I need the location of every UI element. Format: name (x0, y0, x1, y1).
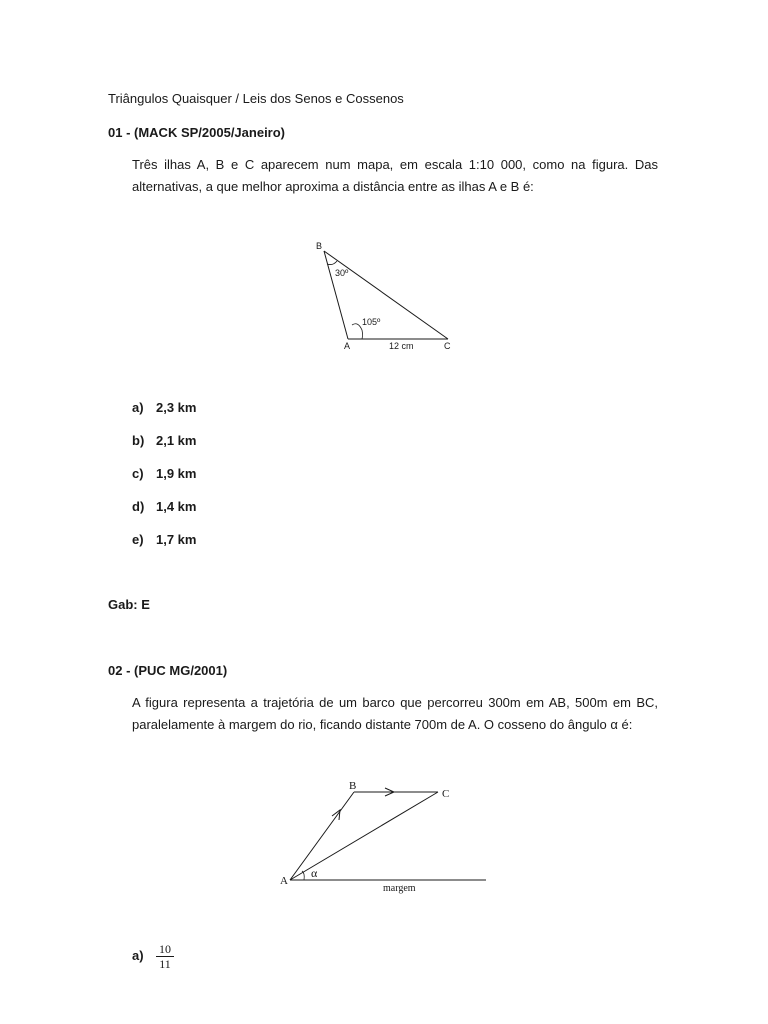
question-2-text: A figura representa a trajetória de um barco que percorreu 300m em AB, 500m em BC, paralelamente à margem do rio, ficando distante 700m de A. O cosseno do ângulo α é: (132, 695, 658, 732)
vertex-a-label: A (280, 875, 288, 887)
vertex-a-label: A (344, 341, 351, 351)
vertex-c-label: C (444, 341, 451, 351)
boat-trajectory-figure (270, 770, 500, 900)
option-b: b) 2,1 km (132, 433, 197, 448)
option-d: d) 1,4 km (132, 499, 197, 514)
vertex-b-label: B (349, 780, 357, 792)
q2-option-a-fraction: $\frac{10}{11}$ (156, 942, 174, 971)
triangle-figure (300, 235, 470, 355)
option-a: a) 2,3 km (132, 400, 197, 415)
q2-option-a: a) (132, 948, 144, 963)
option-e: e) 1,7 km (132, 532, 197, 547)
question-1-header: 01 - (MACK SP/2005/Janeiro) (108, 125, 286, 140)
vertex-b-label: B (316, 241, 323, 251)
angle-alpha-label: α (311, 866, 318, 880)
vertex-c-label: C (442, 788, 450, 800)
margin-label: margem (383, 883, 416, 894)
option-c: c) 1,9 km (132, 466, 197, 481)
answer-key: Gab: E (108, 597, 150, 612)
angle-a-label: 105º (362, 317, 381, 327)
document-title: Triângulos Quaisquer / Leis dos Senos e Cossenos (108, 91, 404, 106)
question-1-text: Três ilhas A, B e C aparecem num mapa, em escala 1:10 000, como na figura. Das alternativas, a que melhor aproxima a distância entre as ilhas A e B é: (132, 157, 658, 194)
side-ac-label: 12 cm (389, 341, 414, 351)
angle-b-label: 30º (335, 268, 349, 278)
question-2-header: 02 - (PUC MG/2001) (108, 663, 228, 678)
